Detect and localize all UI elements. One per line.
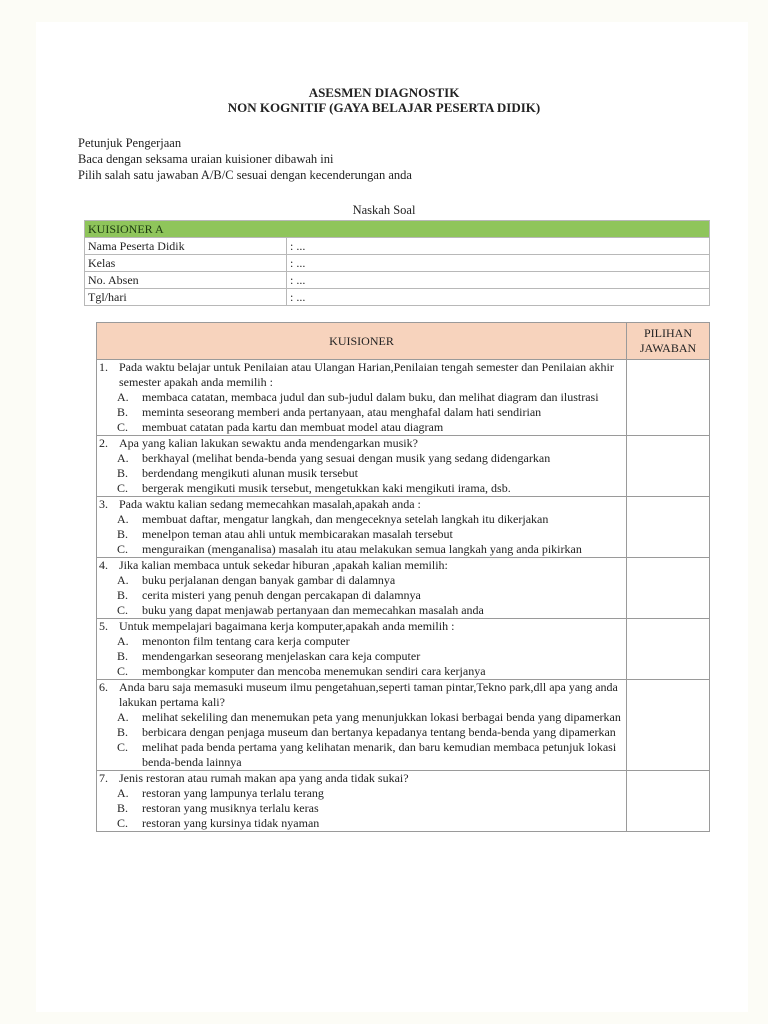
column-header-answer-line1: PILIHAN: [644, 326, 692, 340]
question-row: [97, 497, 710, 558]
answer-option: [97, 573, 626, 588]
option-text: meminta seseorang memberi anda pertanyaan, atau menghafal dalam hati sendirian: [142, 405, 542, 419]
option-letter: B.: [117, 801, 129, 815]
identity-row: [85, 255, 710, 272]
answer-choice-cell[interactable]: [627, 497, 710, 558]
answer-option: [97, 816, 626, 831]
question-text: Apa yang kalian lakukan sewaktu anda mendengarkan musik?: [119, 436, 418, 450]
document-title-line2: NON KOGNITIF (GAYA BELAJAR PESERTA DIDIK): [227, 100, 541, 115]
identity-table: [84, 220, 710, 306]
answer-option: [97, 588, 626, 603]
identity-value[interactable]: : ...: [287, 272, 710, 289]
question-row: [97, 771, 710, 832]
identity-row: [85, 289, 710, 306]
answer-choice-cell[interactable]: [627, 436, 710, 497]
answer-option: [97, 801, 626, 816]
question-cell: [97, 619, 627, 680]
option-text: mendengarkan seseorang menjelaskan cara keja computer: [142, 649, 421, 663]
answer-option: [97, 466, 626, 481]
question-text: Jika kalian membaca untuk sekedar hiburan ,apakah kalian memilih:: [119, 558, 448, 572]
column-header-answer-line2: JAWABAN: [639, 341, 697, 355]
question-text: Pada waktu belajar untuk Penilaian atau Ulangan Harian,Penilaian tengah semester dan Penilaian akhir semester apakah anda memilih :: [119, 360, 614, 389]
question-text: Jenis restoran atau rumah makan apa yang anda tidak sukai?: [119, 771, 409, 785]
option-letter: B.: [117, 649, 129, 663]
option-letter: B.: [117, 527, 129, 541]
answer-option: [97, 634, 626, 649]
option-letter: A.: [117, 710, 129, 724]
option-text: menguraikan (menganalisa) masalah itu atau melakukan semua langkah yang anda pikirkan: [142, 542, 582, 556]
answer-choice-cell[interactable]: [627, 619, 710, 680]
option-text: cerita misteri yang penuh dengan percakapan di dalamnya: [142, 588, 421, 602]
option-text: menonton film tentang cara kerja computer: [142, 634, 350, 648]
option-text: buku yang dapat menjawab pertanyaan dan memecahkan masalah anda: [142, 603, 484, 617]
question: [97, 558, 626, 573]
identity-header-row: [85, 221, 710, 238]
identity-row: [85, 238, 710, 255]
question-row: [97, 619, 710, 680]
option-letter: C.: [117, 481, 129, 495]
option-text: melihat sekeliling dan menemukan peta yang menunjukkan lokasi berbagai benda yang dipamerkan: [142, 710, 621, 724]
option-letter: B.: [117, 588, 129, 602]
question: [97, 497, 626, 512]
instructions-heading: Petunjuk Pengerjaan: [78, 136, 182, 150]
question-number: 5.: [99, 619, 108, 633]
document-title-line1: ASESMEN DIAGNOSTIK: [308, 85, 460, 100]
answer-choice-cell[interactable]: [627, 771, 710, 832]
option-text: bergerak mengikuti musik tersebut, mengetukkan kaki mengikuti irama, dsb.: [142, 481, 511, 495]
question-number: 1.: [99, 360, 108, 374]
option-text: berdendang mengikuti alunan musik tersebut: [142, 466, 358, 480]
answer-choice-cell[interactable]: [627, 360, 710, 436]
option-letter: C.: [117, 664, 129, 678]
question-row: [97, 680, 710, 771]
identity-label: Kelas: [85, 255, 287, 272]
question-cell: [97, 436, 627, 497]
instructions-line1: Baca dengan seksama uraian kuisioner dibawah ini: [78, 152, 334, 166]
column-header-questionnaire: KUISIONER: [97, 323, 627, 360]
option-text: menelpon teman atau ahli untuk membicarakan masalah tersebut: [142, 527, 453, 541]
question-cell: [97, 680, 627, 771]
answer-option: [97, 710, 626, 725]
question-cell: [97, 497, 627, 558]
answer-option: [97, 603, 626, 618]
answer-option: [97, 740, 626, 770]
question-row: [97, 436, 710, 497]
option-letter: C.: [117, 740, 129, 754]
option-text: berbicara dengan penjaga museum dan bertanya kepadanya tentang benda-benda yang dipamerkan: [142, 725, 616, 739]
naskah-soal-label: Naskah Soal: [352, 203, 416, 217]
answer-option: [97, 512, 626, 527]
option-letter: A.: [117, 786, 129, 800]
identity-row: [85, 272, 710, 289]
question-text: Untuk mempelajari bagaimana kerja komputer,apakah anda memilih :: [119, 619, 455, 633]
option-letter: C.: [117, 420, 129, 434]
option-text: restoran yang kursinya tidak nyaman: [142, 816, 320, 830]
question-cell: [97, 360, 627, 436]
option-text: restoran yang lampunya terlalu terang: [142, 786, 324, 800]
question-row: [97, 360, 710, 436]
answer-option: [97, 542, 626, 557]
column-header-answer: [627, 323, 710, 360]
option-letter: B.: [117, 725, 129, 739]
option-letter: A.: [117, 573, 129, 587]
option-text: berkhayal (melihat benda-benda yang sesuai dengan musik yang sedang didengarkan: [142, 451, 551, 465]
option-letter: A.: [117, 512, 129, 526]
question-row: [97, 558, 710, 619]
option-letter: B.: [117, 405, 129, 419]
identity-value[interactable]: : ...: [287, 255, 710, 272]
question: [97, 436, 626, 451]
question: [97, 680, 626, 710]
identity-label: Tgl/hari: [85, 289, 287, 306]
option-text: membuat catatan pada kartu dan membuat model atau diagram: [142, 420, 444, 434]
option-letter: A.: [117, 634, 129, 648]
option-letter: B.: [117, 466, 129, 480]
identity-value[interactable]: : ...: [287, 289, 710, 306]
question-number: 7.: [99, 771, 108, 785]
option-text: membaca catatan, membaca judul dan sub-judul dalam buku, dan melihat diagram dan ilustrasi: [142, 390, 599, 404]
option-text: melihat pada benda pertama yang kelihatan menarik, dan baru kemudian membaca petunjuk lokasi benda-benda lainnya: [142, 740, 617, 769]
answer-option: [97, 420, 626, 435]
question: [97, 360, 626, 390]
identity-value[interactable]: : ...: [287, 238, 710, 255]
question: [97, 771, 626, 786]
identity-label: Nama Peserta Didik: [85, 238, 287, 255]
option-letter: C.: [117, 542, 129, 556]
option-letter: C.: [117, 603, 129, 617]
questionnaire-header-row: [97, 323, 710, 360]
identity-header: KUISIONER A: [85, 221, 710, 238]
option-text: buku perjalanan dengan banyak gambar di dalamnya: [142, 573, 396, 587]
answer-option: [97, 664, 626, 679]
option-letter: C.: [117, 816, 129, 830]
answer-option: [97, 786, 626, 801]
identity-label: No. Absen: [85, 272, 287, 289]
option-text: restoran yang musiknya terlalu keras: [142, 801, 319, 815]
question-number: 3.: [99, 497, 108, 511]
answer-option: [97, 405, 626, 420]
question-cell: [97, 771, 627, 832]
answer-option: [97, 649, 626, 664]
answer-option: [97, 390, 626, 405]
question: [97, 619, 626, 634]
questionnaire-body: [97, 360, 710, 832]
question-cell: [97, 558, 627, 619]
question-number: 4.: [99, 558, 108, 572]
answer-choice-cell[interactable]: [627, 558, 710, 619]
option-letter: A.: [117, 451, 129, 465]
option-text: membongkar komputer dan mencoba menemukan sendiri cara kerjanya: [142, 664, 486, 678]
questionnaire-table: [96, 322, 710, 832]
instructions-line2: Pilih salah satu jawaban A/B/C sesuai dengan kecenderungan anda: [78, 168, 412, 182]
answer-option: [97, 725, 626, 740]
question-text: Anda baru saja memasuki museum ilmu pengetahuan,seperti taman pintar,Tekno park,dll apa yang anda lakukan pertama kali?: [119, 680, 618, 709]
answer-option: [97, 527, 626, 542]
question-text: Pada waktu kalian sedang memecahkan masalah,apakah anda :: [119, 497, 421, 511]
option-text: membuat daftar, mengatur langkah, dan mengeceknya setelah langkah itu dikerjakan: [142, 512, 549, 526]
answer-option: [97, 451, 626, 466]
answer-option: [97, 481, 626, 496]
option-letter: A.: [117, 390, 129, 404]
question-number: 6.: [99, 680, 108, 694]
answer-choice-cell[interactable]: [627, 680, 710, 771]
question-number: 2.: [99, 436, 108, 450]
